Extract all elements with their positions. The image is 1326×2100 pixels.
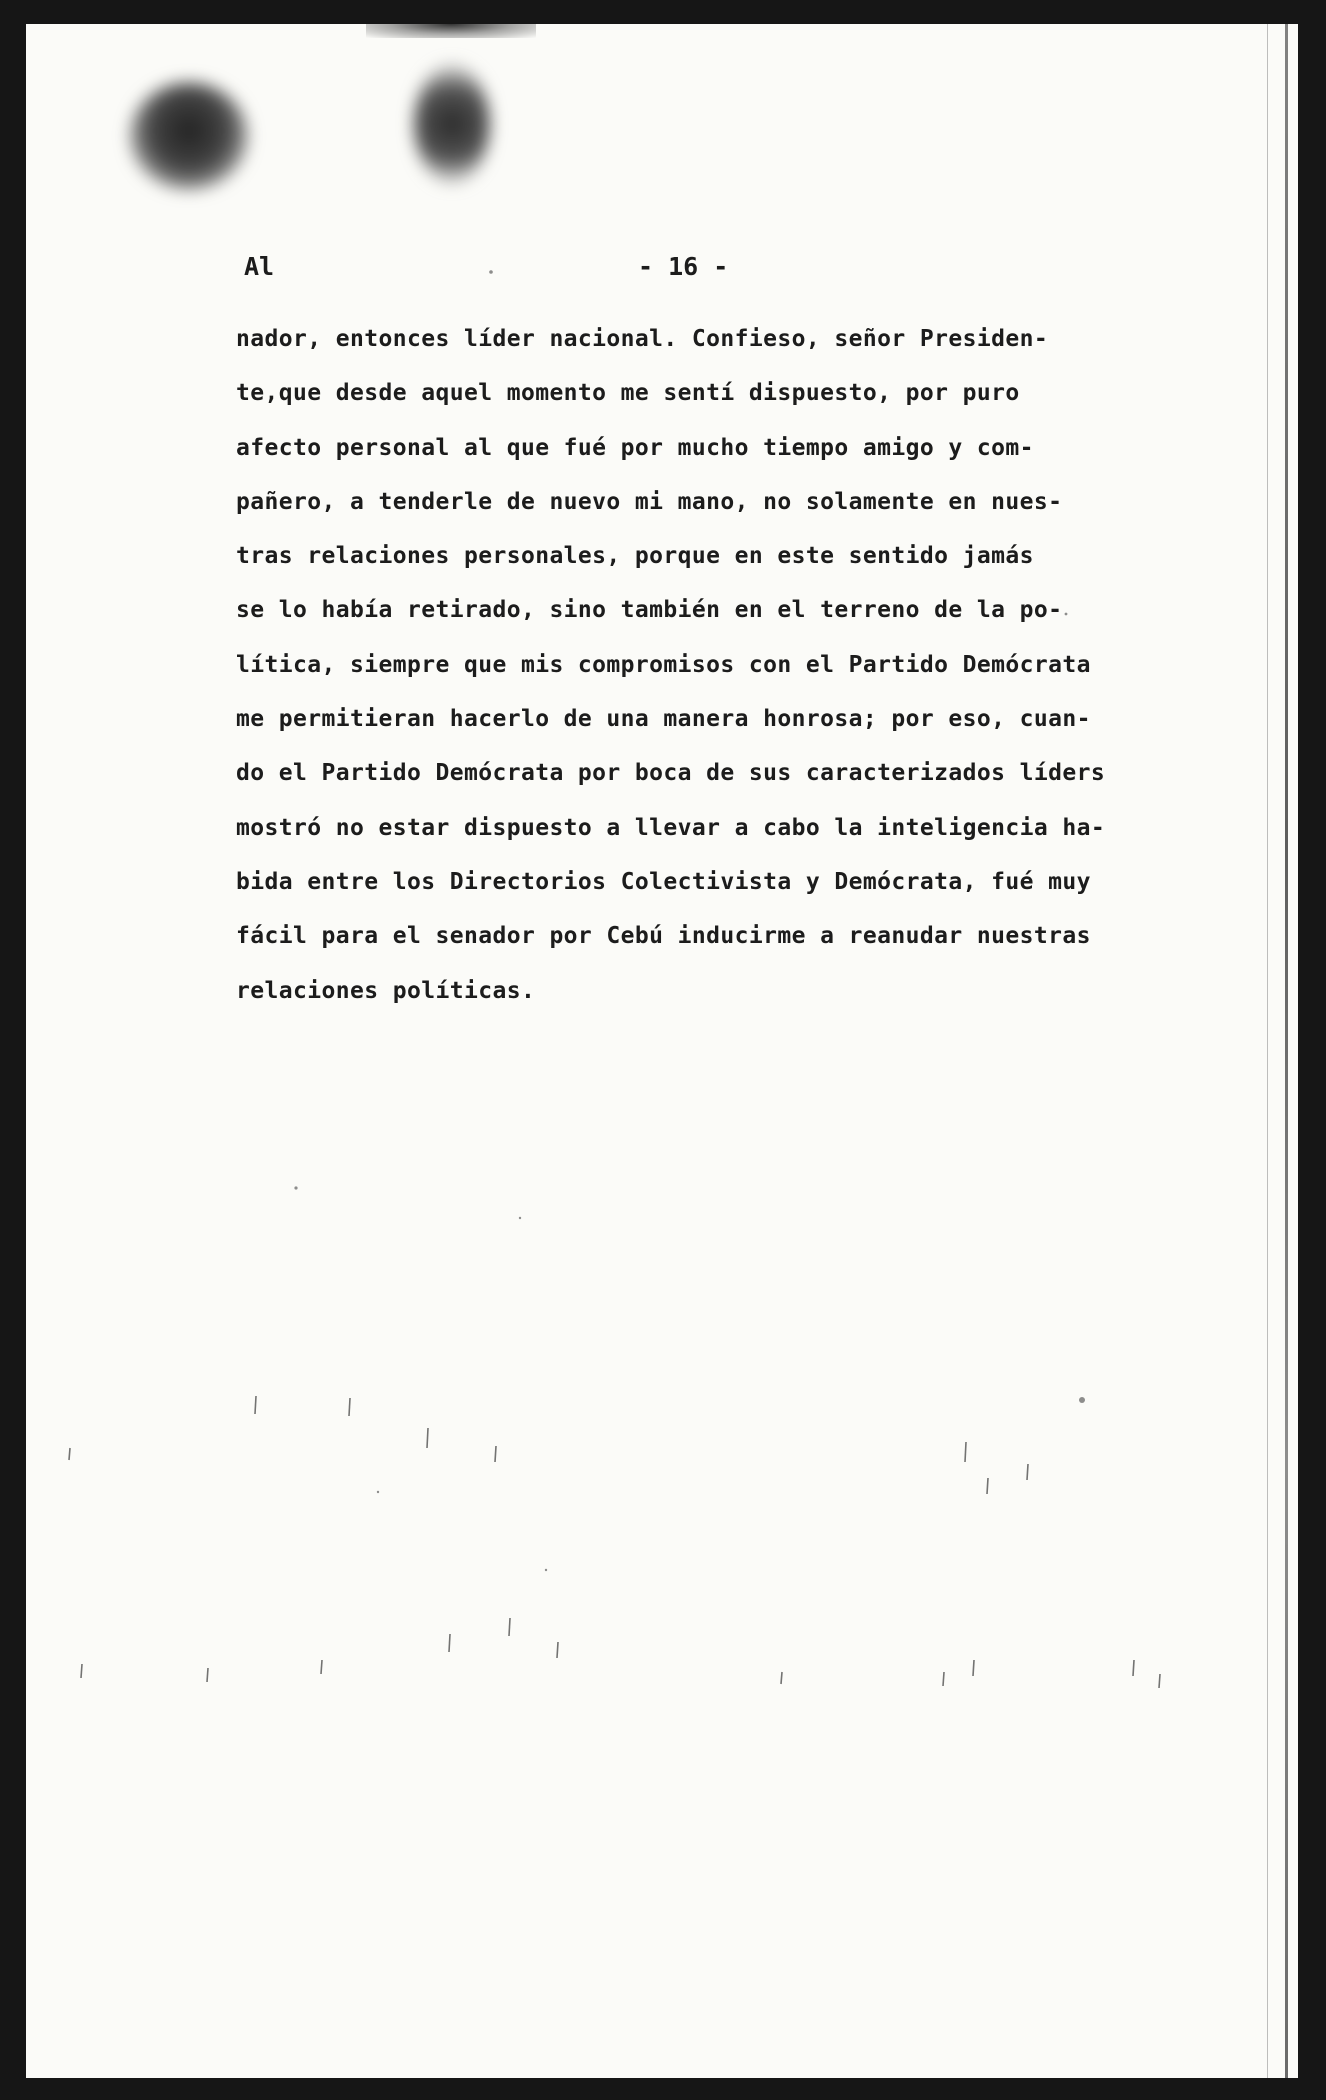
text-line: me permitieran hacerlo de una manera honrosa; por eso, cuan- — [236, 706, 1091, 733]
text-line: relaciones políticas. — [236, 977, 536, 1004]
text-line: nador, entonces líder nacional. Confieso, señor Presiden- — [236, 326, 1049, 352]
text-line: bida entre los Directorios Colectivista y Demócrata, fué muy — [236, 868, 1091, 895]
text-line: do el Partido Demócrata por boca de sus caracterizados líders — [236, 760, 1106, 787]
page-number: - 16 - — [638, 252, 729, 281]
text-line: fácil para el senador por Cebú inducirme a reanudar nuestras — [236, 923, 1091, 950]
header-mark: Al — [244, 252, 275, 281]
text-line: afecto personal al que fué por mucho tiempo amigo y com- — [236, 434, 1034, 461]
text-line: lítica, siempre que mis compromisos con el Partido Demócrata — [236, 651, 1091, 678]
text-line: tras relaciones personales, porque en este sentido jamás — [236, 543, 1034, 570]
text-line: mostró no estar dispuesto a llevar a cabo la inteligencia ha- — [236, 814, 1106, 841]
document-page — [26, 24, 1298, 2078]
scan-noise-marks — [26, 24, 1298, 2078]
text-line: se lo había retirado, sino también en el terreno de la po- — [236, 597, 1063, 624]
text-line: te,que desde aquel momento me sentí dispuesto, por puro — [236, 380, 1020, 407]
text-line: pañero, a tenderle de nuevo mi mano, no solamente en nues- — [236, 488, 1063, 515]
